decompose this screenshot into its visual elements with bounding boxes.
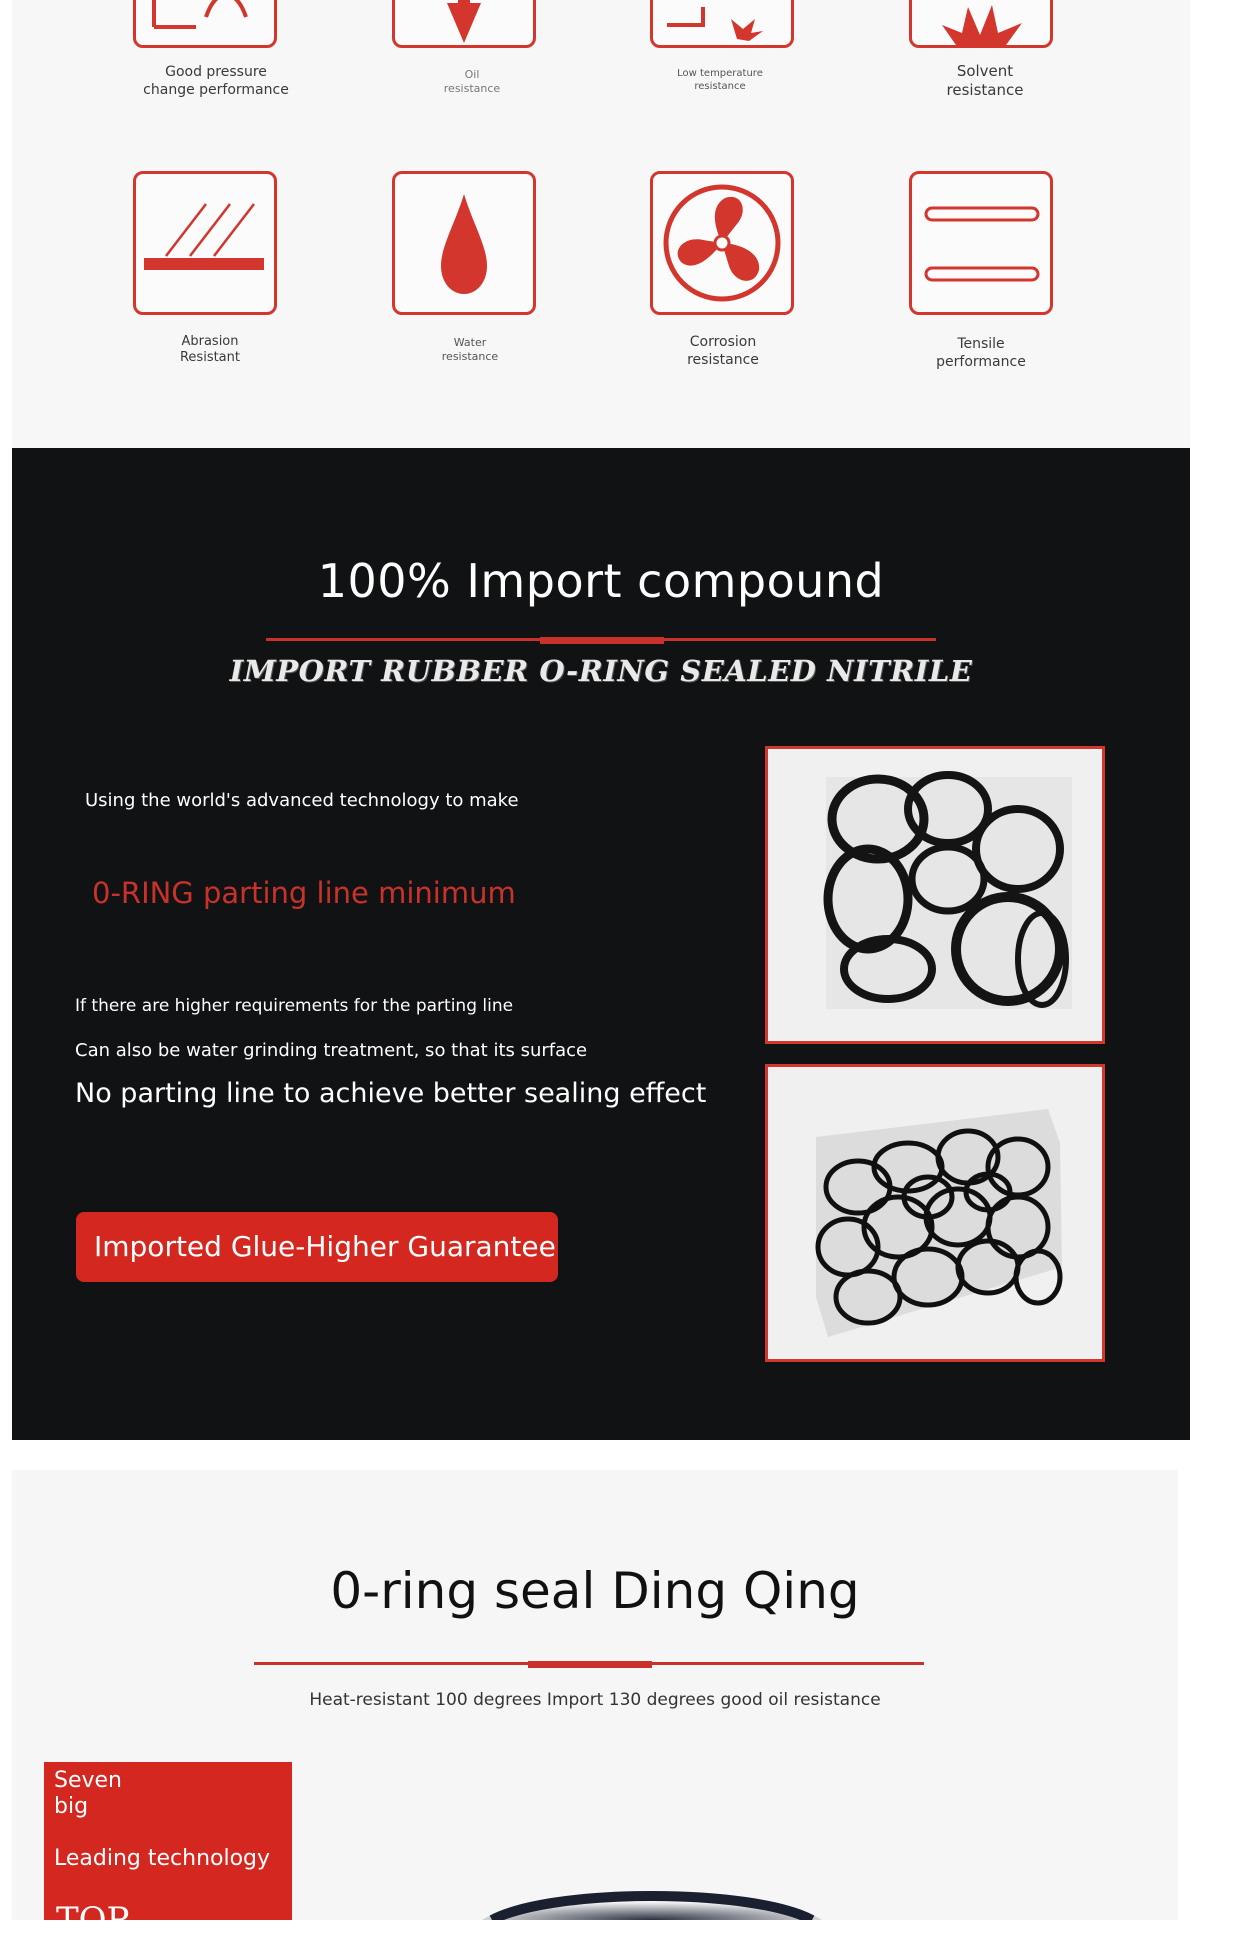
feature-label-pressure: Good pressure change performance	[143, 64, 289, 98]
import-compound-section	[12, 448, 1190, 1440]
grinding-text: Can also be water grinding treatment, so that its surface	[75, 1040, 588, 1061]
water-drop-icon	[392, 171, 536, 315]
section-title: 100% Import compound	[317, 554, 885, 608]
product-title: 0-ring seal Ding Qing	[330, 1562, 860, 1620]
imported-glue-button[interactable]: Imported Glue-Higher Guarantee	[76, 1212, 558, 1282]
badge-line1: Seven big	[54, 1768, 122, 1819]
abrasion-icon	[133, 171, 277, 315]
o-ring-closeup-photo	[765, 746, 1105, 1044]
o-ring-product-image	[462, 1870, 842, 1920]
feature-label-low-temp: Low temperature resistance	[677, 68, 763, 92]
feature-label-oil: Oil resistance	[443, 68, 501, 95]
badge-line3: TOP	[56, 1900, 130, 1940]
product-subtitle: Heat-resistant 100 degrees Import 130 degrees good oil resistance	[309, 1690, 881, 1710]
leading-technology-badge	[44, 1762, 292, 1940]
tech-text: Using the world's advanced technology to make	[85, 790, 519, 811]
sealing-text: No parting line to achieve better sealing effect	[75, 1078, 707, 1109]
feature-label-abrasion: Abrasion Resistant	[179, 334, 240, 366]
solvent-resistance-icon	[909, 0, 1053, 48]
section-subtitle: IMPORT RUBBER O-RING SEALED NITRILE	[229, 654, 973, 688]
feature-label-water: Water resistance	[441, 336, 499, 363]
highlight-text: 0-RING parting line minimum	[92, 876, 516, 910]
requirement-text: If there are higher requirements for the parting line	[75, 996, 514, 1016]
fan-corrosion-icon	[650, 171, 794, 315]
feature-label-solvent: Solvent resistance	[946, 62, 1024, 99]
title-divider-accent	[540, 637, 664, 644]
product-divider-accent	[528, 1661, 652, 1668]
tensile-icon	[909, 171, 1053, 315]
features-section	[12, 0, 1190, 448]
feature-label-corrosion: Corrosion resistance	[687, 334, 759, 368]
product-section	[12, 1470, 1178, 1940]
low-temperature-icon	[650, 0, 794, 48]
o-ring-pile-photo	[765, 1064, 1105, 1362]
feature-label-tensile: Tensile performance	[936, 336, 1026, 370]
badge-line2: Leading technology	[54, 1846, 271, 1871]
oil-resistance-icon	[392, 0, 536, 48]
pressure-change-icon	[133, 0, 277, 48]
